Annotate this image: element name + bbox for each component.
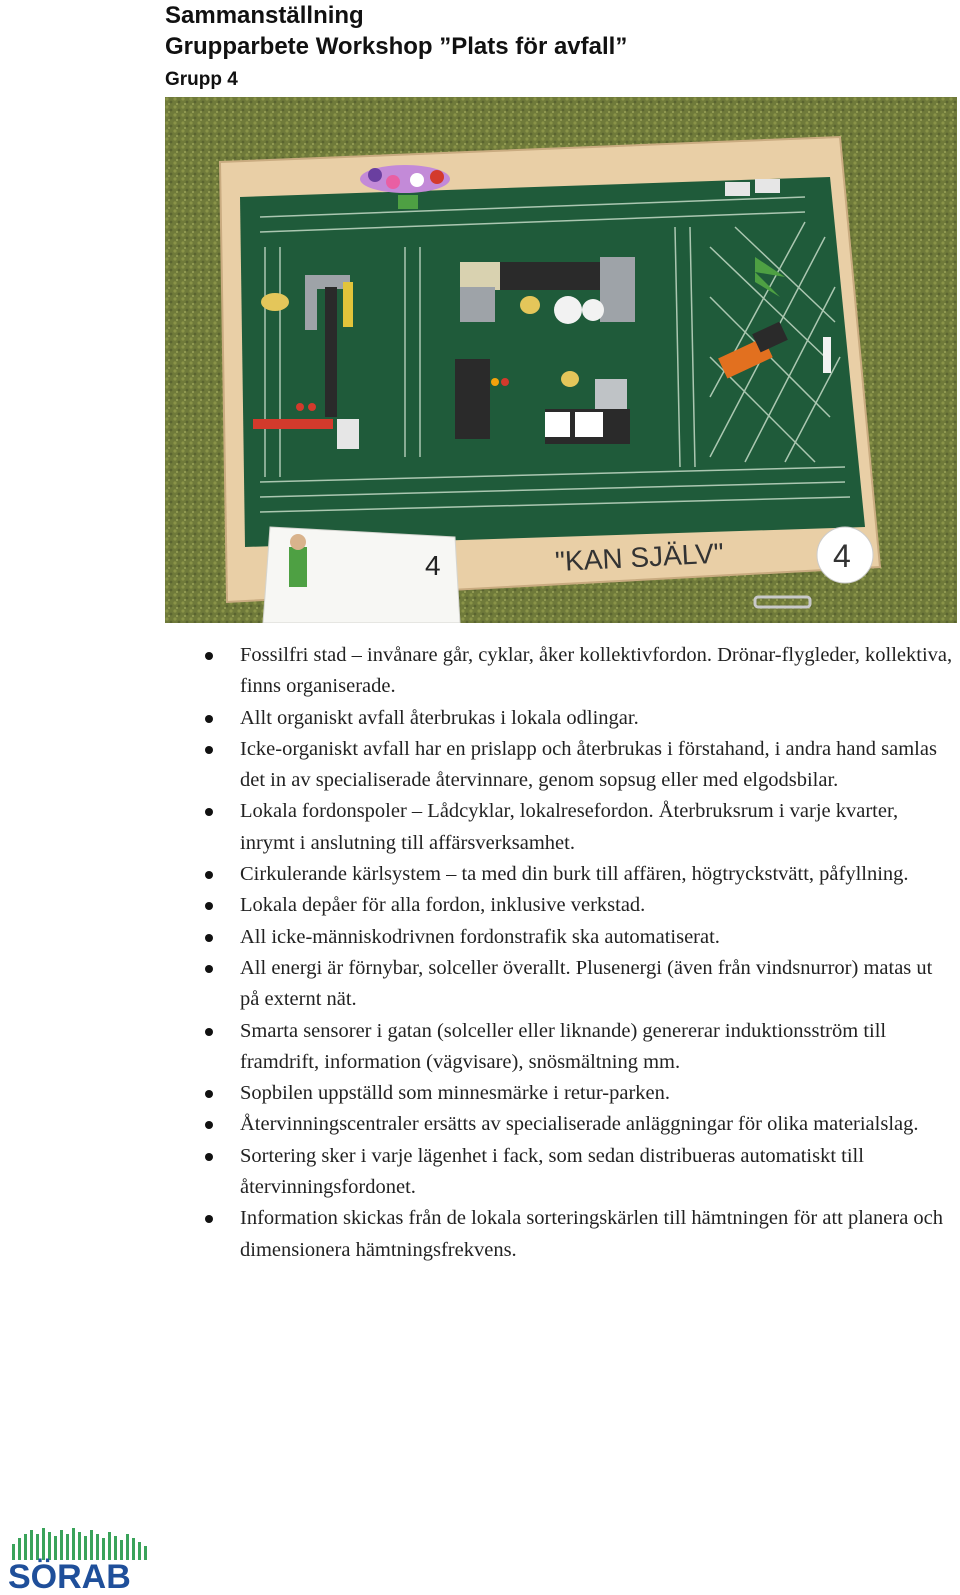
group-label: Grupp 4 <box>165 69 238 90</box>
sorab-logo <box>6 1526 156 1590</box>
sheet-number: 4 <box>425 550 441 581</box>
summary-bullet-list <box>205 640 955 1266</box>
list-item: All icke-människodrivnen fordonstrafik ska automatiserat. <box>205 922 955 953</box>
logo-text: SÖRAB <box>8 1558 131 1590</box>
list-item: Lokala depåer för alla fordon, inklusive verkstad. <box>205 890 955 921</box>
list-item: Lokala fordonspoler – Lådcyklar, lokalresefordon. Återbruksrum i varje kvarter, inrymt i anslutning till affärsverksamhet. <box>205 796 955 859</box>
list-item: Fossilfri stad – invånare går, cyklar, åker kollektivfordon. Drönar-flygleder, kollektiva, finns organiserade. <box>205 640 955 703</box>
list-item: Sortering sker i varje lägenhet i fack, som sedan distribueras automatiskt till återvinningsfordonet. <box>205 1141 955 1204</box>
workshop-board-photo <box>165 97 957 623</box>
list-item: Icke-organiskt avfall har en prislapp och återbrukas i förstahand, i andra hand samlas det in av specialiserade återvinnare, genom sopsug eller med elgodsbilar. <box>205 734 955 797</box>
document-title: Sammanställning <box>165 2 364 29</box>
list-item: Smarta sensorer i gatan (solceller eller liknande) genererar induktionsström till framdrift, information (vägvisare), snösmältning mm. <box>205 1016 955 1079</box>
list-item: Återvinningscentraler ersätts av specialiserade anläggningar för olika materialslag. <box>205 1109 955 1140</box>
document-subtitle: Grupparbete Workshop ”Plats för avfall” <box>165 33 628 60</box>
logo-bars-icon <box>12 1528 147 1560</box>
board-number: 4 <box>833 538 851 574</box>
board-caption: "KAN SJÄLV" <box>554 537 725 578</box>
list-item: Information skickas från de lokala sorteringskärlen till hämtningen för att planera och dimensionera hämtningsfrekvens. <box>205 1203 955 1266</box>
list-item: All energi är förnybar, solceller överallt. Plusenergi (även från vindsnurror) matas ut på externt nät. <box>205 953 955 1016</box>
list-item: Allt organiskt avfall återbrukas i lokala odlingar. <box>205 703 955 734</box>
list-item: Sopbilen uppställd som minnesmärke i retur-parken. <box>205 1078 955 1109</box>
list-item: Cirkulerande kärlsystem – ta med din burk till affären, högtryckstvätt, påfyllning. <box>205 859 955 890</box>
